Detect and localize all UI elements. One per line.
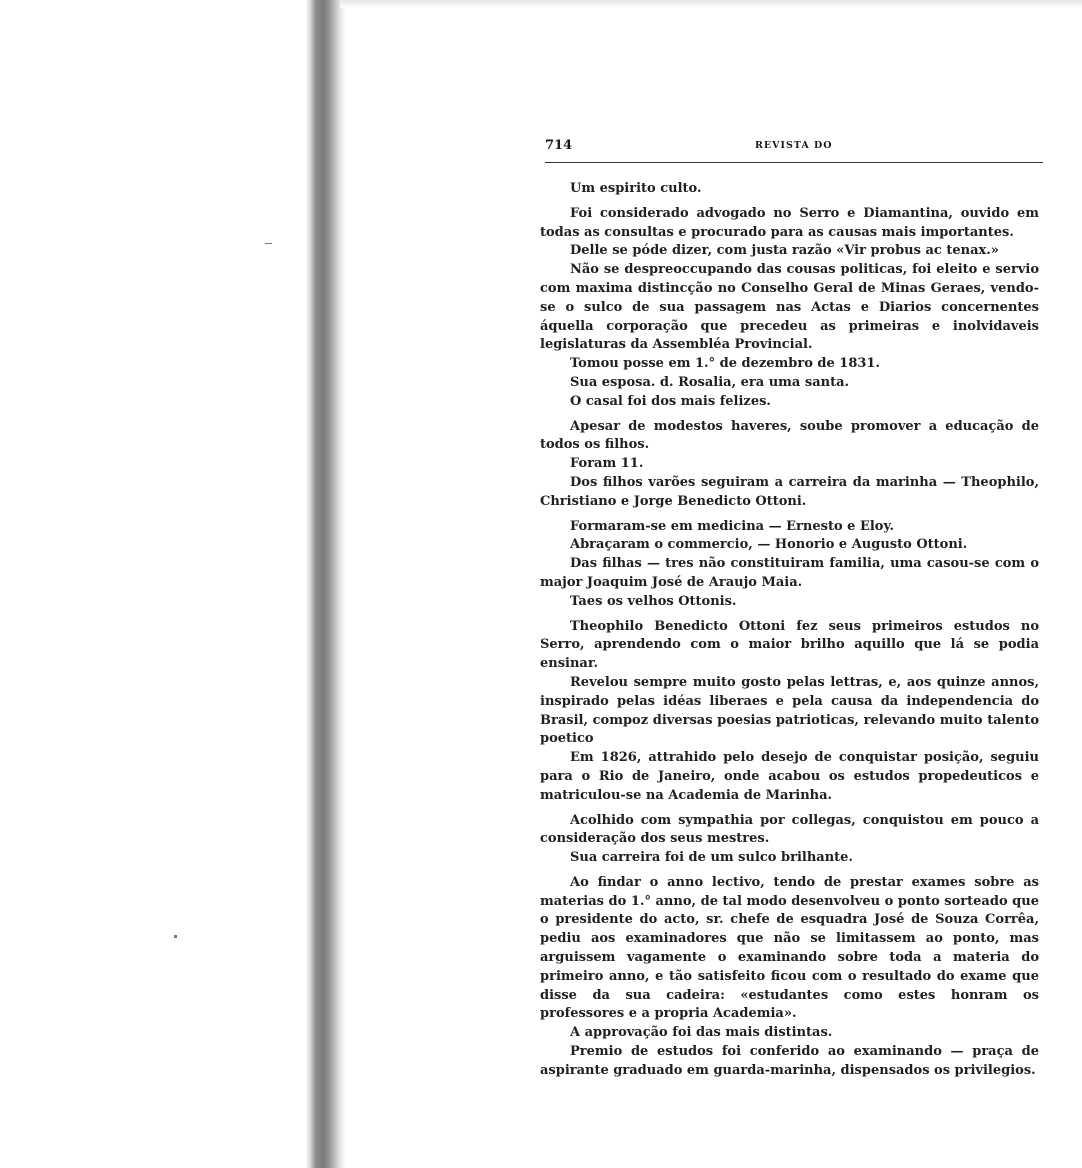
paragraph: Ao findar o anno lectivo, tendo de prestar exames sobre as materias do 1.° anno, de tal modo desenvolveu o ponto sorteado que o presidente do acto, sr. chefe de esquadra José de Souza Corrêa, pediu aos examinadores que não se limitassem ao ponto, mas arguissem vagamente o examinando sobre toda a materia do primeiro anno, e tão satisfeito ficou com o resultado do exame que disse da sua cadeira: «estudantes como estes honram os professores e a propria Academia». — [540, 874, 1039, 1022]
paragraph: Apesar de modestos haveres, soube promover a educação de todos os filhos. — [540, 418, 1039, 453]
paragraph: Foi considerado advogado no Serro e Diamantina, ouvido em todas as consultas e procurado para as causas mais importantes. — [540, 205, 1039, 240]
dust-speck — [174, 935, 177, 938]
paragraph: Delle se póde dizer, com justa razão «Vir probus ac tenax.» — [570, 243, 999, 259]
paragraph: Formaram-se em medicina — Ernesto e Eloy. — [570, 518, 895, 534]
paragraph: Tomou posse em 1.° de dezembro de 1831. — [570, 356, 880, 372]
paragraph: Abraçaram o commercio, — Honorio e Augusto Ottoni. — [570, 537, 968, 553]
page-number: 714 — [545, 138, 573, 153]
book-spine-shadow — [306, 0, 346, 1168]
paragraph: Não se despreoccupando das cousas politicas, foi eleito e servio com maxima distincção no Conselho Geral de Minas Geraes, vendo-se o sulco de sua passagem nas Actas e Diarios concernentes áquella corporação que precedeu as primeiras e inolvidaveis legislaturas da Assembléa Provincial. — [540, 262, 1039, 353]
paragraph: Sua carreira foi de um sulco brilhante. — [570, 850, 853, 866]
paragraph: Theophilo Benedicto Ottoni fez seus primeiros estudos no Serro, aprendendo com o maior brilho aquillo que lá se podia ensinar. — [540, 618, 1039, 672]
page-header — [545, 138, 1043, 158]
paragraph: Foram 11. — [570, 456, 644, 472]
paragraph: A approvação foi das mais distintas. — [570, 1025, 833, 1041]
paragraph: O casal foi dos mais felizes. — [570, 393, 771, 409]
paragraph: Em 1826, attrahido pelo desejo de conquistar posição, seguiu para o Rio de Janeiro, onde acabou os estudos propedeuticos e matriculou-se na Academia de Marinha. — [540, 750, 1039, 803]
page-body — [540, 180, 1039, 1081]
paragraph: Sua esposa. d. Rosalia, era uma santa. — [570, 374, 850, 390]
paragraph: Taes os velhos Ottonis. — [570, 593, 737, 609]
paragraph: Das filhas — tres não constituiram familia, uma casou-se com o major Joaquim José de Araujo Maia. — [540, 556, 1039, 590]
running-title: REVISTA DO — [755, 140, 833, 151]
paragraph: Premio de estudos foi conferido ao examinando — praça de aspirante graduado em guarda-marinha, dispensados os privilegios. — [540, 1044, 1039, 1078]
page-top-edge — [340, 0, 1082, 8]
header-rule — [545, 162, 1043, 163]
dust-speck — [265, 243, 272, 244]
paragraph: Acolhido com sympathia por collegas, conquistou em pouco a consideração dos seus mestres. — [540, 812, 1039, 847]
paragraph: Dos filhos varões seguiram a carreira da marinha — Theophilo, Christiano e Jorge Benedicto Ottoni. — [540, 474, 1039, 509]
paragraph: Um espirito culto. — [570, 181, 702, 196]
paragraph: Revelou sempre muito gosto pelas lettras, e, aos quinze annos, inspirado pelas idéas liberaes e pela causa da independencia do Brasil, compoz diversas poesias patrioticas, relevando muito talento poetico — [540, 674, 1039, 747]
